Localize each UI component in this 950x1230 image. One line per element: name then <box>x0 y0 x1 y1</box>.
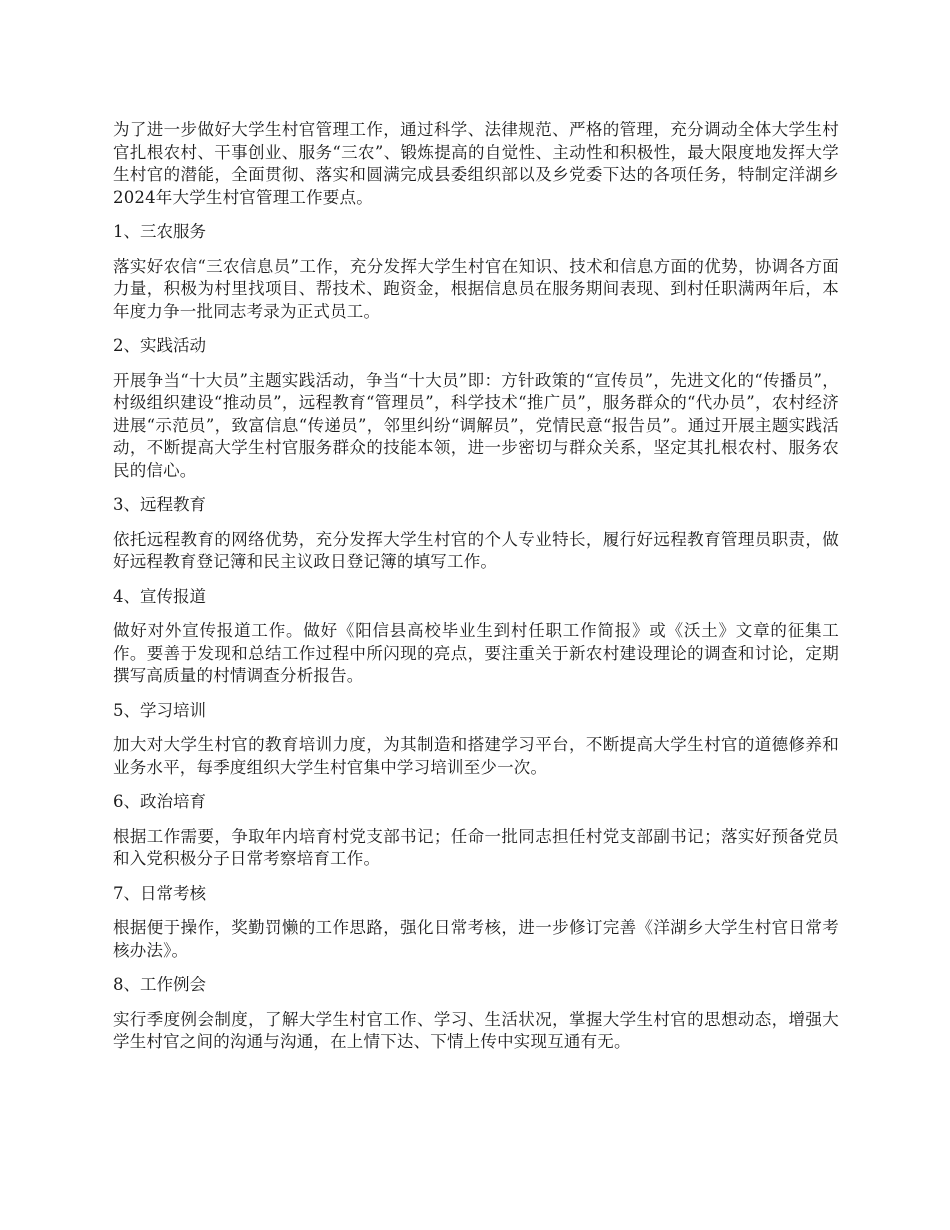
section-heading-6: 6、政治培育 <box>113 792 206 811</box>
section-heading-2: 2、实践活动 <box>113 336 206 355</box>
section-heading-1: 1、三农服务 <box>113 222 206 241</box>
section-heading-3: 3、远程教育 <box>113 495 206 514</box>
document-page <box>113 119 839 1066</box>
section-body-5: 加大对大学生村官的教育培训力度，为其制造和搭建学习平台，不断提高大学生村官的道德修养和业务水平，每季度组织大学生村官集中学习培训至少一次。 <box>113 735 839 777</box>
section-heading-8: 8、工作例会 <box>113 975 206 994</box>
section-body-8: 实行季度例会制度，了解大学生村官工作、学习、生活状况，掌握大学生村官的思想动态，增强大学生村官之间的沟通与沟通，在上情下达、下情上传中实现互通有无。 <box>113 1009 839 1051</box>
section-body-1: 落实好农信“三农信息员”工作，充分发挥大学生村官在知识、技术和信息方面的优势，协调各方面力量，积极为村里找项目、帮技术、跑资金，根据信息员在服务期间表现、到村任职满两年后，本年度力争一批同志考录为正式员工。 <box>113 256 839 321</box>
section-heading-7: 7、日常考核 <box>113 883 206 903</box>
intro-paragraph: 为了进一步做好大学生村官管理工作，通过科学、法律规范、严格的管理，充分调动全体大学生村官扎根农村、干事创业、服务“三农”、锻炼提高的自觉性、主动性和积极性，最大限度地发挥大学生村官的潜能，全面贯彻、落实和圆满完成县委组织部以及乡党委下达的各项任务，特制定洋湖乡2024年大学生村官管理工作要点。 <box>113 120 839 207</box>
section-body-6: 根据工作需要，争取年内培育村党支部书记；任命一批同志担任村党支部副书记；落实好预备党员和入党积极分子日常考察培育工作。 <box>113 826 839 868</box>
section-heading-4: 4、宣传报道 <box>113 586 206 606</box>
section-heading-5: 5、学习培训 <box>113 700 206 720</box>
section-body-7: 根据便于操作，奖勤罚懒的工作思路，强化日常考核，进一步修订完善《洋湖乡大学生村官日常考核办法》。 <box>113 918 839 960</box>
section-body-2: 开展争当“十大员”主题实践活动，争当“十大员”即：方针政策的“宣传员”，先进文化的“传播员”，村级组织建设“推动员”，远程教育“管理员”，科学技术“推广员”，服务群众的“代办员”，农村经济进展“示范员”，致富信息“传递员”，邻里纠纷“调解员”，党情民意“报告员”。通过开展主题实践活动，不断提高大学生村官服务群众的技能本领，进一步密切与群众关系，坚定其扎根农村、服务农民的信心。 <box>113 370 839 480</box>
section-body-3: 依托远程教育的网络优势，充分发挥大学生村官的个人专业特长，履行好远程教育管理员职责，做好远程教育登记簿和民主议政日登记簿的填写工作。 <box>113 529 839 571</box>
section-body-4: 做好对外宣传报道工作。做好《阳信县高校毕业生到村任职工作简报》或《沃土》文章的征集工作。要善于发现和总结工作过程中所闪现的亮点，要注重关于新农村建设理论的调查和讨论，定期撰写高质量的村情调查分析报告。 <box>113 621 839 685</box>
